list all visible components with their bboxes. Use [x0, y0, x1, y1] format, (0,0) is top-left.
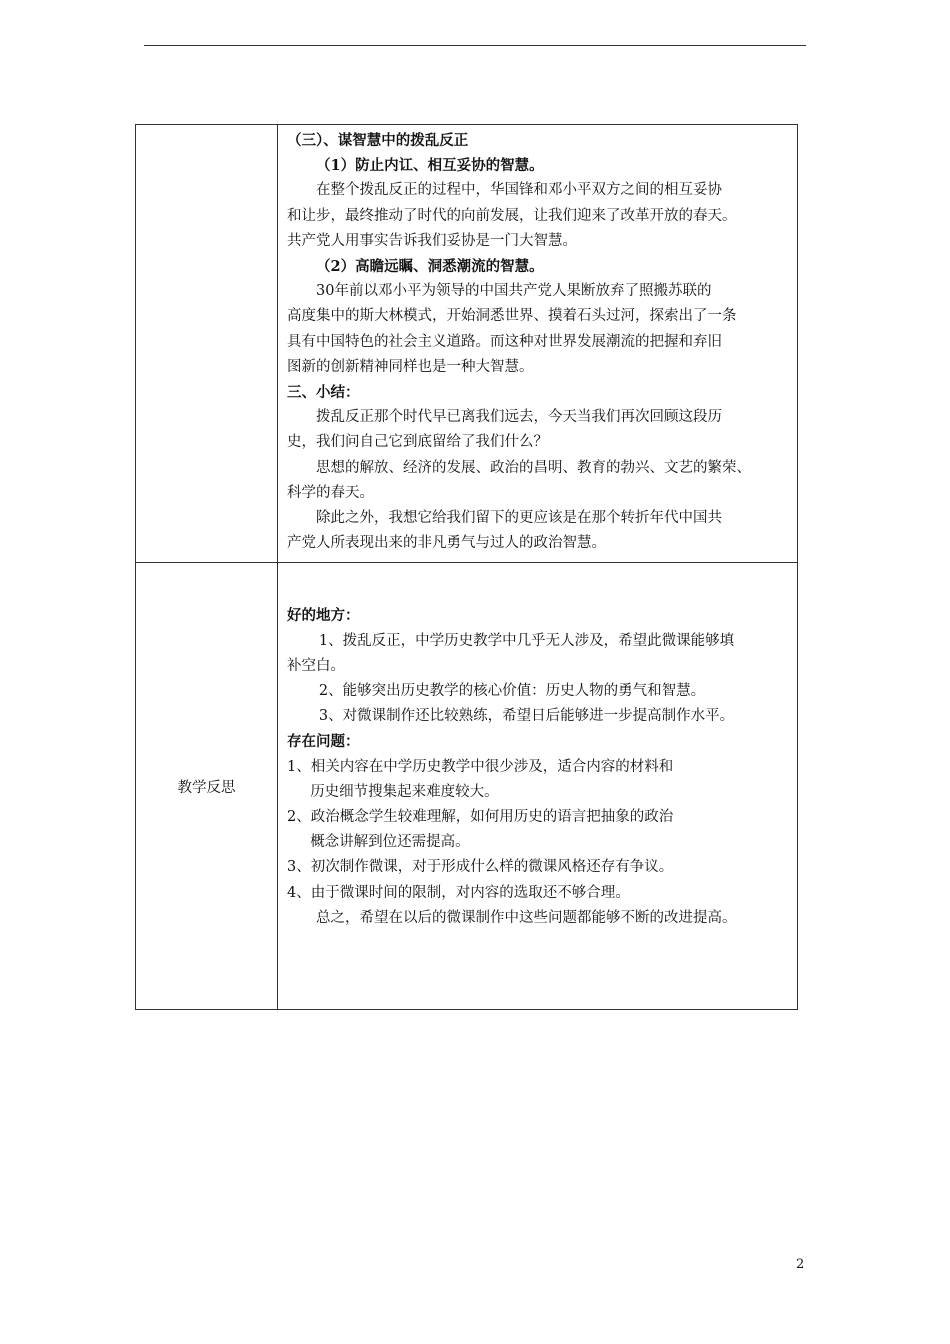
paragraph-line: 30年前以邓小平为领导的中国共产党人果断放弃了照搬苏联的 [316, 283, 712, 300]
summary-heading: 三、小结： [287, 384, 360, 402]
paragraph-line: 高度集中的斯大林模式，开始洞悉世界、摸着石头过河，探索出了一条 [287, 308, 737, 325]
list-item: 4、由于微课时间的限制，对内容的选取还不够合理。 [287, 884, 630, 901]
content-cell-wisdom [278, 125, 798, 563]
list-item: 1、相关内容在中学历史教学中很少涉及，适合内容的材料和 [287, 758, 674, 775]
row-label-empty [136, 125, 278, 563]
list-item: 2、能够突出历史教学的核心价值：历史人物的勇气和智慧。 [318, 683, 706, 700]
content-cell-reflection [278, 563, 798, 1010]
table-row [136, 125, 798, 563]
list-item-continuation: 补空白。 [287, 657, 345, 674]
paragraph-line: 和让步，最终推动了时代的向前发展，让我们迎来了改革开放的春天。 [287, 207, 737, 224]
paragraph-line: 共产党人用事实告诉我们妥协是一门大智慧。 [287, 232, 577, 249]
paragraph-line: 思想的解放、经济的发展、政治的昌明、教育的勃兴、文艺的繁荣、 [316, 459, 751, 476]
page-number: 2 [796, 1257, 805, 1272]
paragraph-line: 产党人所表现出来的非凡勇气与过人的政治智慧。 [287, 535, 606, 552]
paragraph-line: 拨乱反正那个时代早已离我们远去，今天当我们再次回顾这段历 [316, 409, 722, 426]
lesson-plan-table [135, 124, 798, 1010]
paragraph-line: 科学的春天。 [287, 484, 374, 501]
subsection-heading-1: （1）防止内讧、相互妥协的智慧。 [316, 157, 544, 175]
problems-heading: 存在问题： [287, 733, 360, 751]
list-item-continuation: 概念讲解到位还需提高。 [310, 834, 470, 851]
list-item: 2、政治概念学生较难理解，如何用历史的语言把抽象的政治 [287, 809, 674, 826]
row-label-teaching-reflection: 教学反思 [136, 563, 278, 1010]
paragraph-line: 史，我们问自己它到底留给了我们什么？ [287, 434, 548, 451]
table-row [136, 563, 798, 1010]
section-heading: （三）、谋智慧中的拨乱反正 [287, 132, 469, 149]
paragraph-line: 在整个拨乱反正的过程中，华国锋和邓小平双方之间的相互妥协 [316, 182, 722, 199]
conclusion-text: 总之，希望在以后的微课制作中这些问题都能够不断的改进提高。 [316, 909, 737, 926]
good-points-heading: 好的地方： [287, 607, 360, 625]
paragraph-line: 除此之外，我想它给我们留下的更应该是在那个转折年代中国共 [316, 510, 722, 527]
header-rule [144, 45, 806, 46]
list-item: 3、初次制作微课，对于形成什么样的微课风格还存有争议。 [287, 859, 674, 876]
list-item-continuation: 历史细节搜集起来难度较大。 [310, 783, 499, 800]
paragraph-line: 具有中国特色的社会主义道路。而这种对世界发展潮流的把握和弃旧 [287, 333, 722, 350]
subsection-heading-2: （2）高瞻远瞩、洞悉潮流的智慧。 [316, 258, 544, 276]
list-item: 1、拨乱反正，中学历史教学中几乎无人涉及，希望此微课能够填 [318, 632, 735, 649]
paragraph-line: 图新的创新精神同样也是一种大智慧。 [287, 358, 534, 375]
list-item: 3、对微课制作还比较熟练，希望日后能够进一步提高制作水平。 [318, 708, 735, 725]
